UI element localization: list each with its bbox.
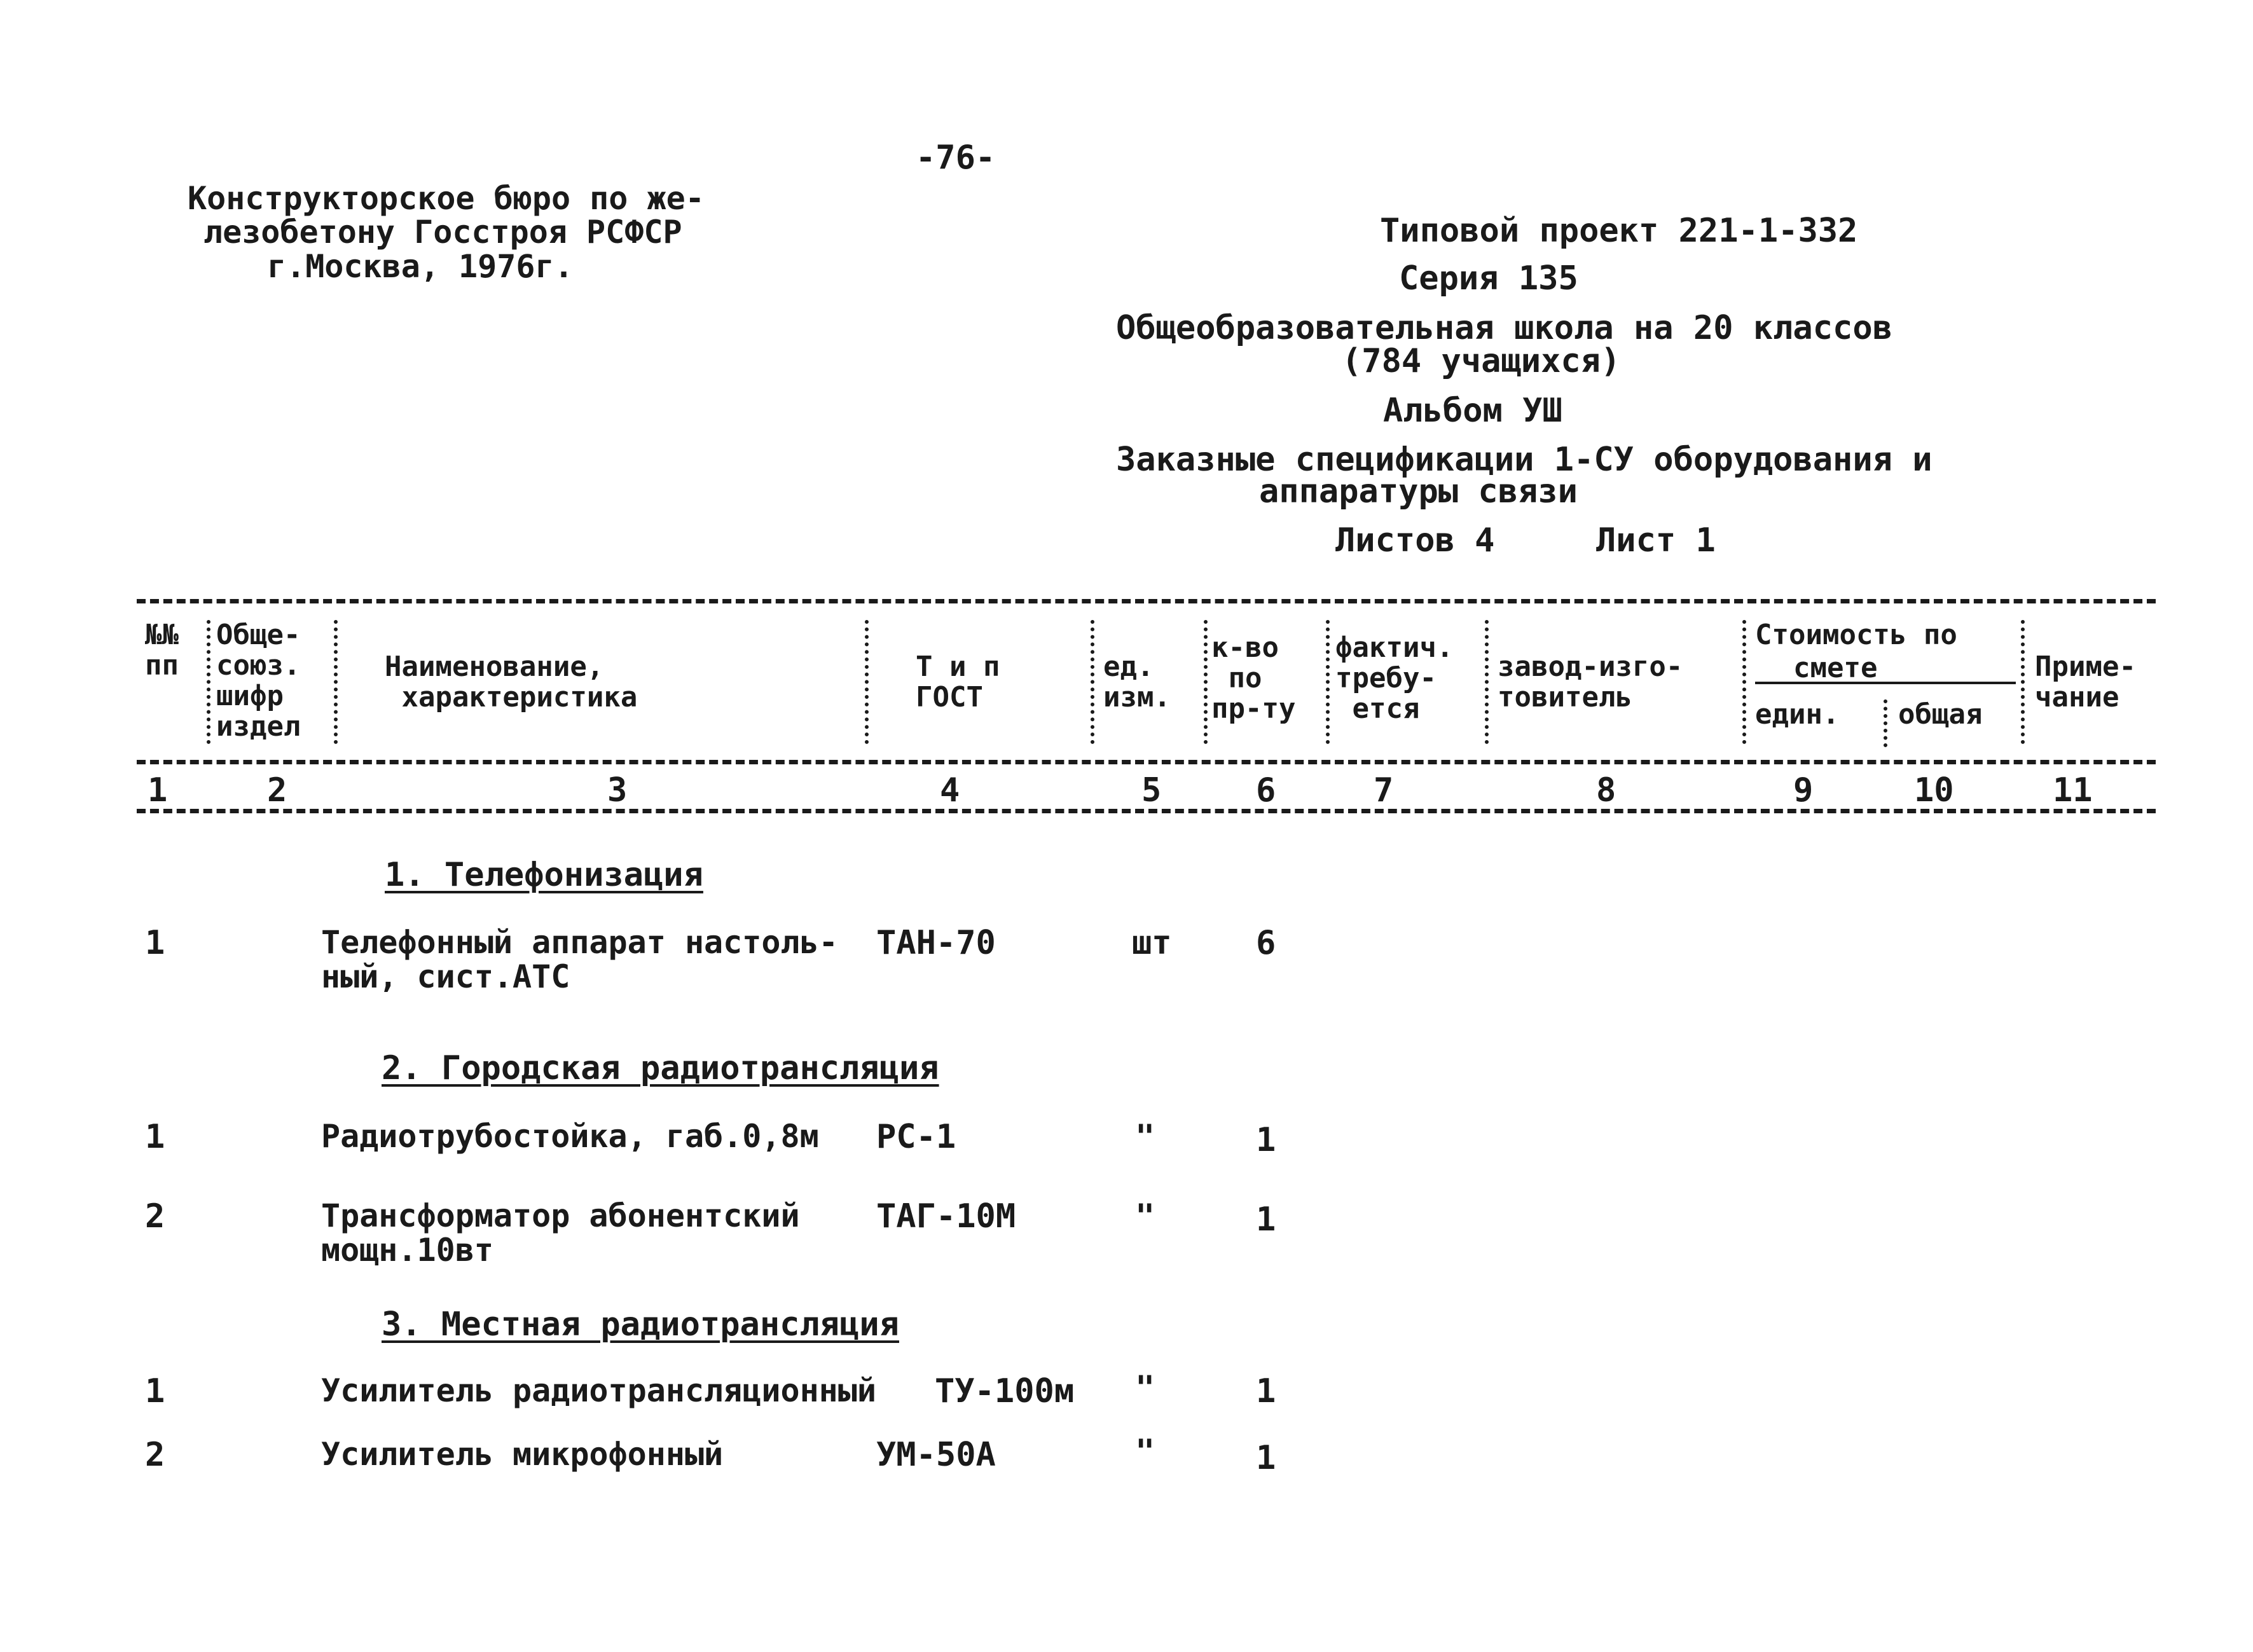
row-quantity: 1 [1256, 1439, 1276, 1477]
row-unit: " [1135, 1369, 1155, 1407]
header-cost-sub: смете [1793, 652, 1878, 684]
header-manufacturer: завод-изго- товитель [1498, 650, 1683, 713]
project-spec-line-1: Заказные спецификации 1-СУ оборудования и [1116, 441, 1933, 479]
section-title: 2. Городская радиотрансляция [382, 1049, 939, 1087]
row-type: ТАГ-10М [876, 1197, 1016, 1236]
organization-line-1: Конструкторское бюро по же- [188, 180, 705, 217]
row-name: Телефонный аппарат настоль- ный, сист.АТС [321, 924, 838, 995]
organization-line-2: лезобетону Госстроя РСФСР [203, 214, 682, 251]
organization-line-3: г.Москва, 1976г. [267, 248, 574, 285]
row-quantity: 1 [1256, 1372, 1276, 1410]
table-header-rule [137, 760, 2156, 764]
header-separator [207, 620, 210, 744]
row-type: ТУ-100м [935, 1372, 1075, 1410]
row-number: 1 [145, 1118, 165, 1156]
row-quantity: 1 [1256, 1121, 1276, 1159]
header-note: Приме- чание [2035, 650, 2136, 713]
row-name: Усилитель микрофонный [321, 1436, 724, 1473]
header-cost-unit: един. [1755, 698, 1840, 731]
header-separator [334, 620, 338, 744]
header-cost-group: Стоимость по [1755, 619, 1957, 651]
row-quantity: 1 [1256, 1201, 1276, 1239]
header-separator [1485, 620, 1489, 744]
header-number: №№ пп [145, 619, 179, 682]
column-number: 6 [1256, 771, 1276, 809]
column-number: 1 [148, 771, 168, 809]
header-unit: ед. изм. [1103, 650, 1171, 713]
page-number: -76- [916, 139, 996, 177]
header-type: Т и п ГОСТ [916, 650, 1000, 713]
table-top-rule [137, 599, 2156, 603]
row-name: Радиотрубостойка, габ.0,8м [321, 1118, 819, 1155]
header-separator [1091, 620, 1094, 744]
row-number: 1 [145, 1372, 165, 1410]
project-name-line-2: (784 учащихся) [1342, 342, 1621, 380]
header-cost-total: общая [1898, 698, 1983, 731]
row-type: РС-1 [876, 1118, 956, 1156]
row-unit: " [1135, 1197, 1155, 1236]
project-sheet: Лист 1 [1596, 521, 1716, 560]
header-name: Наименование, характеристика [385, 650, 638, 713]
table-numbers-rule [137, 809, 2156, 813]
row-number: 1 [145, 924, 165, 962]
header-separator [2021, 620, 2025, 744]
column-number: 8 [1596, 771, 1616, 809]
row-unit: " [1135, 1433, 1155, 1471]
column-number: 10 [1914, 771, 1954, 809]
header-actual: фактич. требу- ется [1335, 631, 1454, 725]
row-name: Трансформатор абонентский мощн.10вт [321, 1197, 800, 1269]
header-quantity: к-во по пр-ту [1211, 631, 1296, 725]
row-type: ТАН-70 [876, 924, 996, 962]
header-separator [1884, 699, 1887, 747]
row-quantity: 6 [1256, 924, 1276, 962]
project-sheets: Листов 4 [1335, 521, 1495, 560]
row-number: 2 [145, 1436, 165, 1474]
column-number: 2 [267, 771, 287, 809]
row-number: 2 [145, 1197, 165, 1236]
row-unit: шт [1132, 924, 1172, 962]
column-number: 4 [940, 771, 960, 809]
project-name-line-1: Общеобразовательная школа на 20 классов [1116, 309, 1892, 347]
project-album: Альбом УШ [1383, 392, 1562, 430]
header-separator [1742, 620, 1746, 744]
header-separator [1204, 620, 1208, 744]
column-number: 11 [2053, 771, 2093, 809]
section-title: 3. Местная радиотрансляция [382, 1305, 899, 1344]
row-unit: " [1135, 1118, 1155, 1156]
row-type: УМ-50А [876, 1436, 996, 1474]
row-name: Усилитель радиотрансляционный [321, 1372, 876, 1409]
column-number: 7 [1374, 771, 1394, 809]
header-separator [1326, 620, 1330, 744]
project-series: Серия 135 [1399, 259, 1578, 298]
column-number: 9 [1793, 771, 1814, 809]
column-number: 3 [607, 771, 628, 809]
project-title: Типовой проект 221-1-332 [1380, 212, 1858, 250]
header-code: Обще- союз. шифр издел [216, 619, 301, 743]
header-separator [865, 620, 869, 744]
project-spec-line-2: аппаратуры связи [1259, 472, 1578, 511]
section-title: 1. Телефонизация [385, 856, 703, 894]
column-number: 5 [1141, 771, 1162, 809]
